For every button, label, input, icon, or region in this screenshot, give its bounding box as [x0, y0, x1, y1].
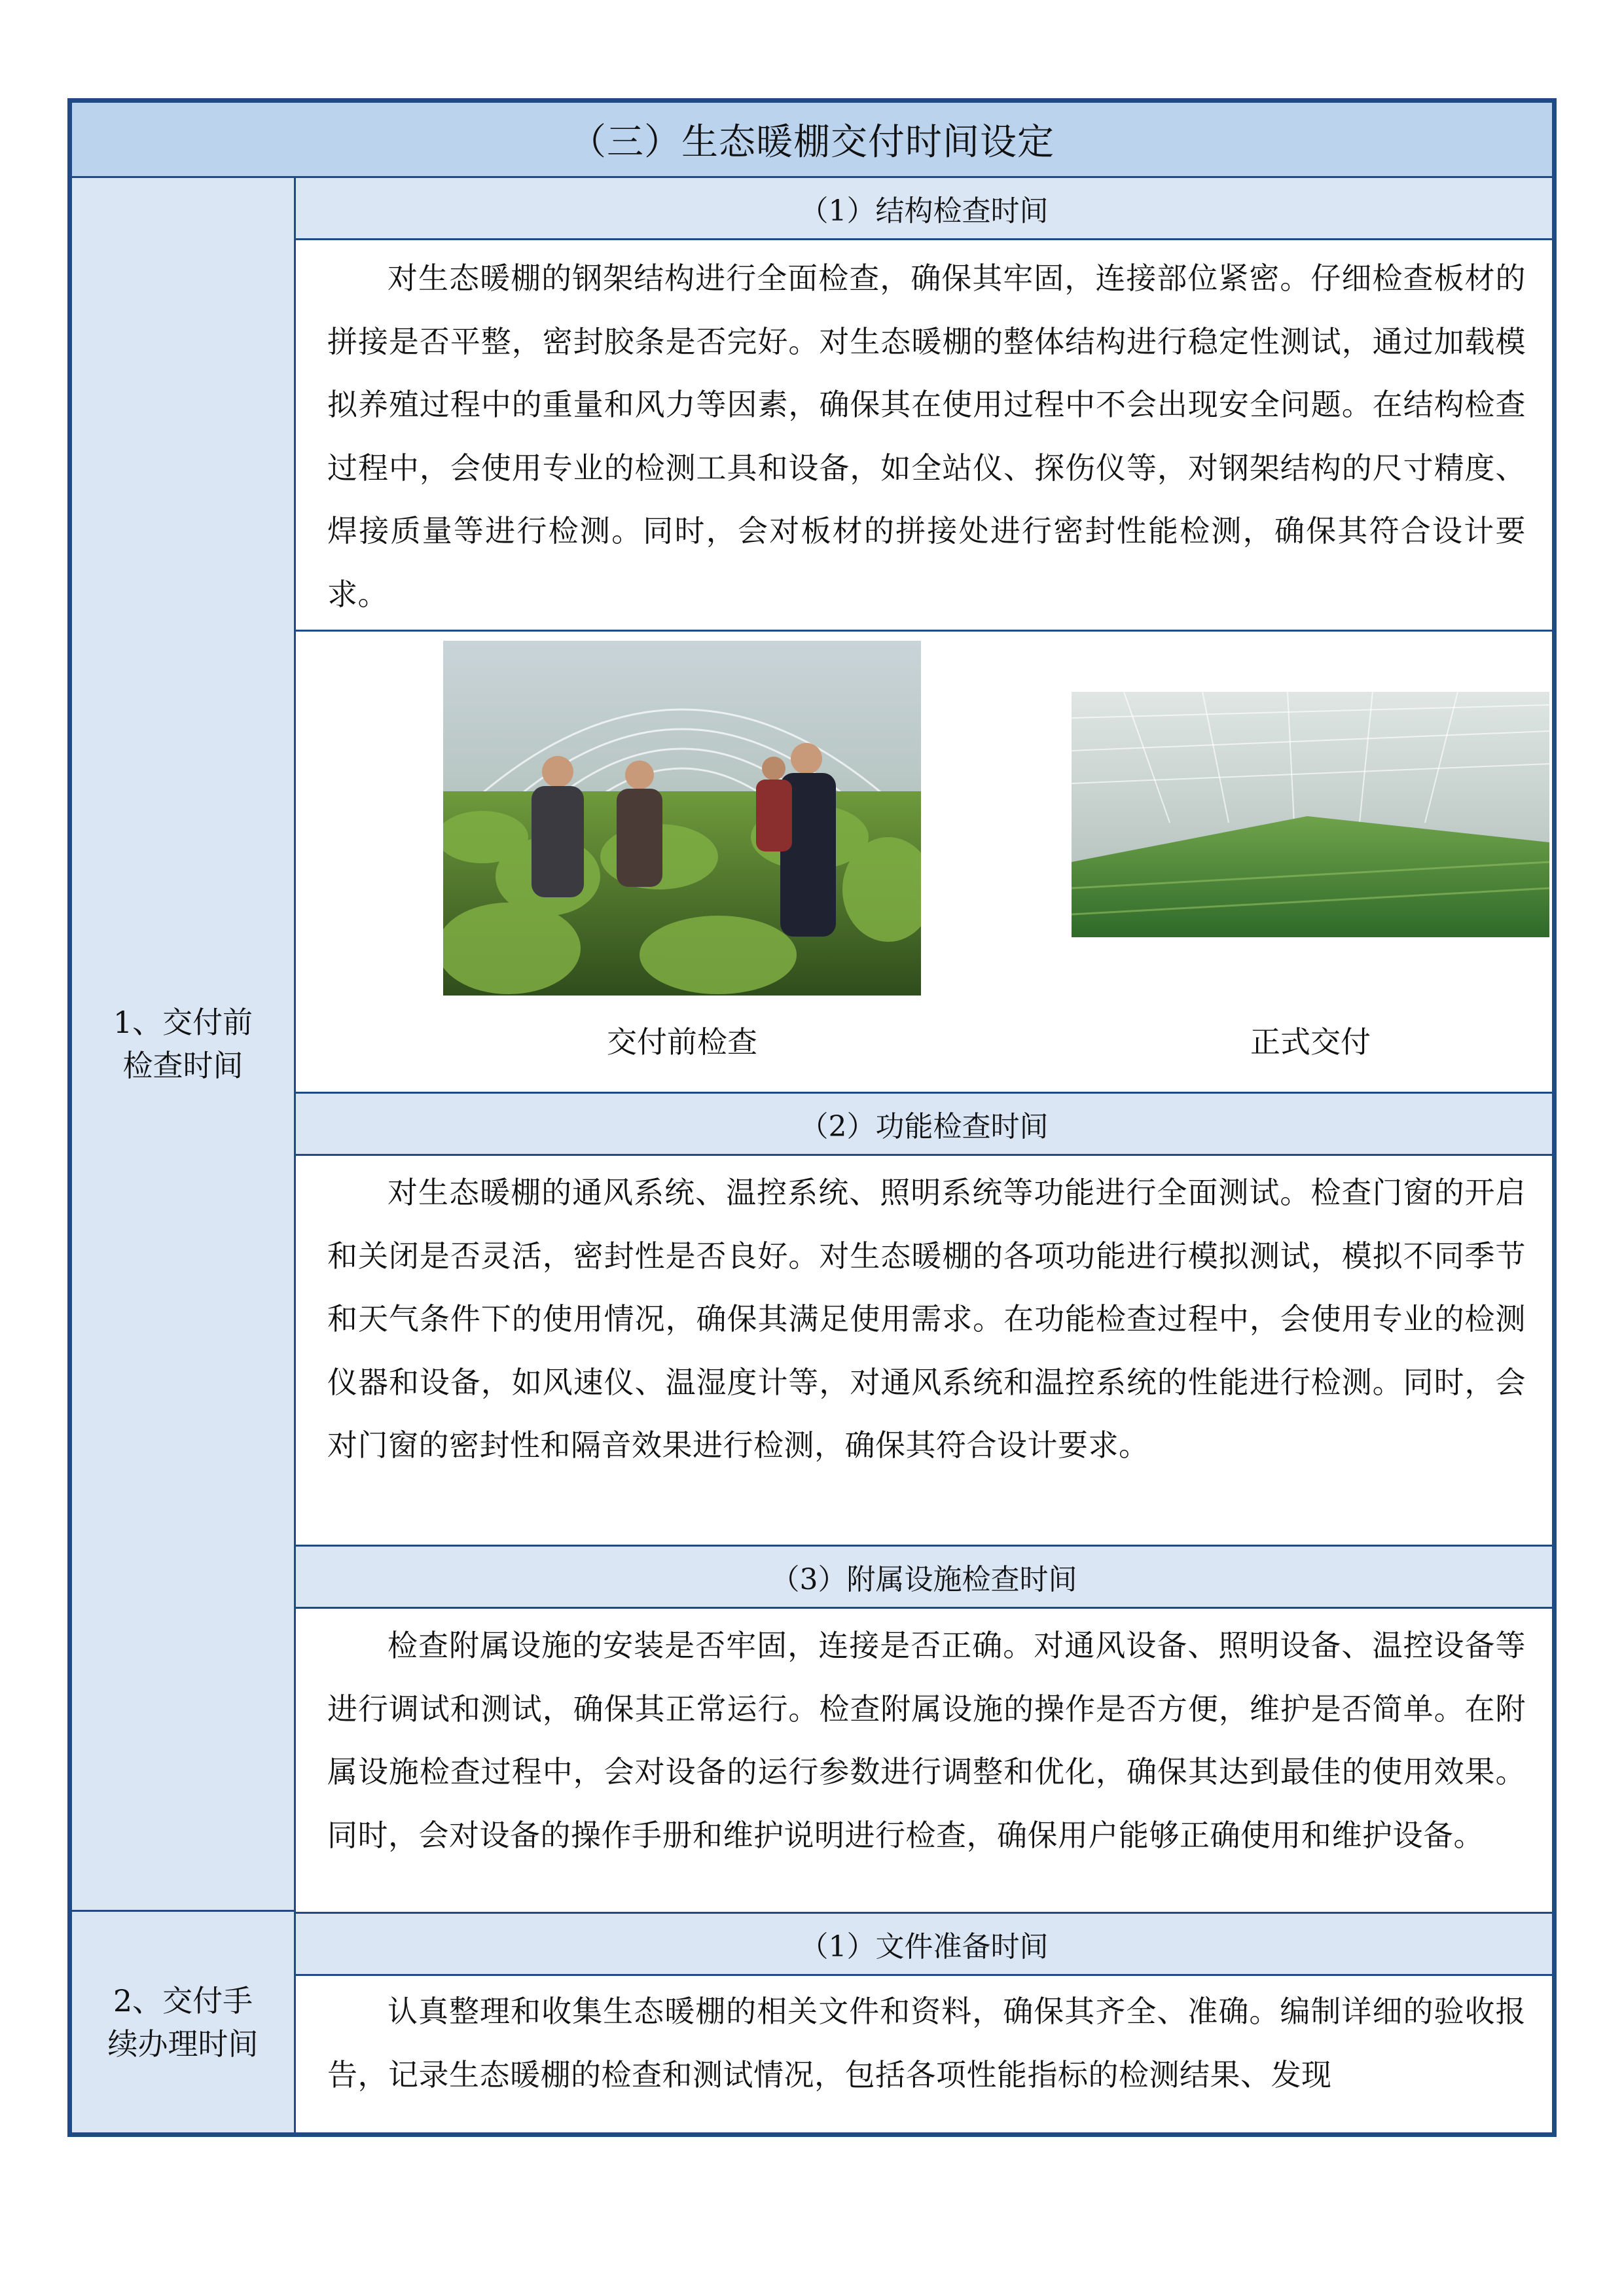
row-label-line: 1、交付前 [113, 1005, 253, 1040]
greenhouse-delivery-photo [1072, 692, 1549, 937]
row-label-procedures [72, 1912, 296, 2132]
greenhouse-inspection-photo [443, 641, 921, 996]
photo-caption: 正式交付 [1250, 1024, 1371, 1060]
row-label-line: 检查时间 [122, 1048, 244, 1083]
subsection-text-function: 对生态暖棚的通风系统、温控系统、照明系统等功能进行全面测试。检查门窗的开启和关闭是否灵活，密封性是否良好。对生态暖棚的各项功能进行模拟测试，模拟不同季节和天气条件下的使用情况，确保其满足使用需求。在功能检查过程中，会使用专业的检测仪器和设备，如风速仪、温湿度计等，对通风系统和温控系统的性能进行检测。同时，会对门窗的密封性和隔音效果进行检测，确保其符合设计要求。 [296, 1156, 1552, 1547]
subsection-text-documents: 认真整理和收集生态暖棚的相关文件和资料，确保其齐全、准确。编制详细的验收报告，记录生态暖棚的检查和测试情况，包括各项性能指标的检测结果、发现 [327, 1994, 1526, 2092]
section-title: （三）生态暖棚交付时间设定 [72, 103, 1552, 178]
subsection-heading-facilities: （3）附属设施检查时间 [296, 1547, 1552, 1609]
subsection-heading-documents: （1）文件准备时间 [296, 1912, 1552, 1976]
photo-panel [296, 632, 1552, 1094]
subsection-heading-structure: （1）结构检查时间 [296, 178, 1552, 240]
photo-caption: 交付前检查 [607, 1024, 757, 1060]
subsection-heading-function: （2）功能检查时间 [296, 1094, 1552, 1156]
subsection-text-structure: 对生态暖棚的钢架结构进行全面检查，确保其牢固，连接部位紧密。仔细检查板材的拼接是否平整，密封胶条是否完好。对生态暖棚的整体结构进行稳定性测试，通过加载模拟养殖过程中的重量和风力等因素，确保其在使用过程中不会出现安全问题。在结构检查过程中，会使用专业的检测工具和设备，如全站仪、探伤仪等，对钢架结构的尺寸精度、焊接质量等进行检测。同时，会对板材的拼接处进行密封性能检测，确保其符合设计要求。 [296, 240, 1552, 632]
subsection-text-facilities: 检查附属设施的安装是否牢固，连接是否正确。对通风设备、照明设备、温控设备等进行调试和测试，确保其正常运行。检查附属设施的操作是否方便，维护是否简单。在附属设施检查过程中，会对设备的运行参数进行调整和优化，确保其达到最佳的使用效果。同时，会对设备的操作手册和维护说明进行检查，确保用户能够正确使用和维护设备。 [327, 1628, 1526, 1853]
document-table [67, 98, 1557, 2137]
row-label-line: 续办理时间 [107, 2026, 259, 2062]
row-label-pre-delivery [72, 178, 296, 1912]
row-label-line: 2、交付手 [113, 1982, 253, 2018]
